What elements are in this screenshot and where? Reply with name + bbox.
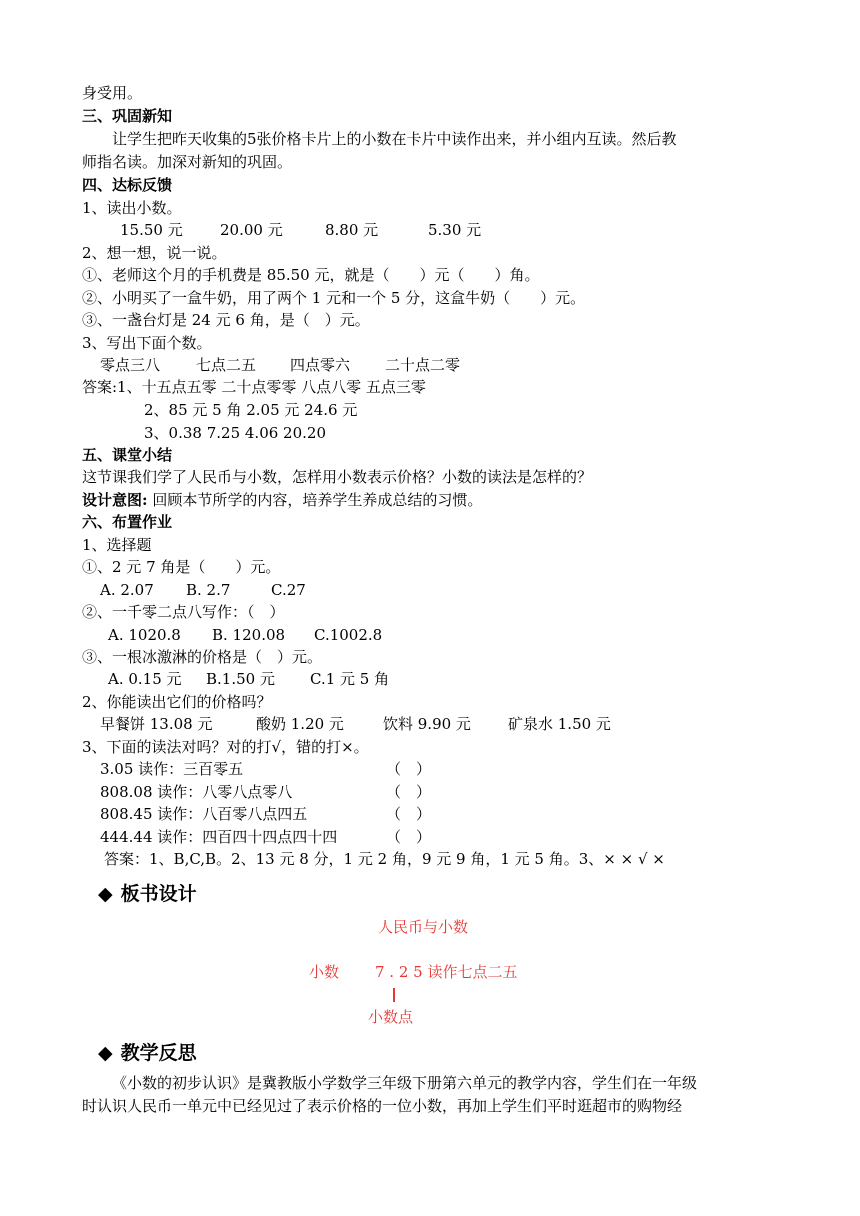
summary-text: 这节课我们学了人民币与小数，怎样用小数表示价格？小数的读法是怎样的？ bbox=[82, 468, 593, 486]
answer-line-2: 2、85 元 5 角 2.05 元 24.6 元 bbox=[144, 401, 358, 419]
board-title: 人民币与小数 bbox=[378, 918, 469, 936]
design-intent-text: 回顾本节所学的内容，培养学生养成总结的习惯。 bbox=[147, 491, 483, 509]
option: B.1.50 元 bbox=[206, 670, 275, 688]
decimal-item: 15.50 元 bbox=[120, 221, 183, 239]
reflection-line: 《小数的初步认识》是冀教版小学数学三年级下册第六单元的教学内容，学生们在一年级 bbox=[112, 1074, 698, 1092]
price-item: 矿泉水 1.50 元 bbox=[508, 715, 611, 733]
reflection-title: 教学反思 bbox=[120, 1042, 197, 1064]
decimal-item: 8.80 元 bbox=[325, 221, 379, 239]
board-design-heading bbox=[98, 882, 197, 906]
diamond-bullet-icon: ◆ bbox=[98, 883, 113, 905]
section-heading-3: 三、巩固新知 bbox=[82, 107, 173, 125]
answer-line-3: 3、0.38 7.25 4.06 20.20 bbox=[144, 424, 326, 442]
option: A. 2.07 bbox=[100, 581, 154, 599]
homework-1c: ③、一根冰激淋的价格是（ ）元。 bbox=[82, 648, 323, 666]
answer-line-1: 答案:1、十五点五零 二十点零零 八点八零 五点三零 bbox=[82, 378, 426, 396]
decimal-item: 5.30 元 bbox=[428, 221, 482, 239]
question-3: 3、写出下面个数。 bbox=[82, 334, 212, 352]
text-line: 身受用。 bbox=[82, 84, 143, 102]
section-heading-4: 四、达标反馈 bbox=[82, 176, 173, 194]
diamond-bullet-icon: ◆ bbox=[98, 1042, 113, 1064]
chinese-number-item: 二十点二零 bbox=[385, 356, 461, 374]
judgement-item: 808.45 读作：八百零八点四五 bbox=[100, 805, 308, 823]
board-example: 7 . 2 5 读作七点二五 bbox=[375, 963, 518, 981]
option: A. 1020.8 bbox=[108, 626, 181, 644]
option: C.1002.8 bbox=[314, 626, 383, 644]
reflection-line: 时认识人民币一单元中已经见过了表示价格的一位小数，再加上学生们平时逛超市的购物经 bbox=[82, 1097, 683, 1115]
chinese-number-item: 四点零六 bbox=[290, 356, 351, 374]
question-2b: ②、小明买了一盒牛奶，用了两个 1 元和一个 5 分，这盒牛奶（ ）元。 bbox=[82, 289, 586, 307]
chinese-number-item: 七点二五 bbox=[196, 356, 257, 374]
price-item: 饮料 9.90 元 bbox=[383, 715, 471, 733]
decimal-point-pointer bbox=[393, 988, 395, 1002]
question-1: 1、读出小数。 bbox=[82, 199, 182, 217]
paragraph-line: 师指名读。加深对新知的巩固。 bbox=[82, 153, 293, 171]
board-design-title: 板书设计 bbox=[120, 883, 197, 905]
homework-answers: 答案：1、B,C,B。2、13 元 8 分，1 元 2 角，9 元 9 角，1 元 5 角。3、× × √ × bbox=[104, 850, 665, 868]
homework-1: 1、选择题 bbox=[82, 536, 152, 554]
option: B. 120.08 bbox=[212, 626, 286, 644]
paragraph-line: 让学生把昨天收集的5张价格卡片上的小数在卡片中读作出来，并小组内互读。然后教 bbox=[112, 130, 677, 148]
option: B. 2.7 bbox=[186, 581, 231, 599]
question-2: 2、想一想，说一说。 bbox=[82, 244, 227, 262]
judgement-item: 808.08 读作：八零八点零八 bbox=[100, 783, 293, 801]
section-heading-6: 六、布置作业 bbox=[82, 513, 173, 531]
price-item: 酸奶 1.20 元 bbox=[256, 715, 344, 733]
homework-2: 2、你能读出它们的价格吗？ bbox=[82, 693, 272, 711]
question-2c: ③、一盏台灯是 24 元 6 角，是（ ）元。 bbox=[82, 311, 370, 329]
judgement-item: 444.44 读作：四百四十四点四十四 bbox=[100, 828, 338, 846]
homework-3: 3、下面的读法对吗？对的打√，错的打×。 bbox=[82, 738, 369, 756]
board-label-point: 小数点 bbox=[368, 1008, 414, 1026]
judgement-item: 3.05 读作：三百零五 bbox=[100, 760, 244, 778]
homework-1b: ②、一千零二点八写作：（ ） bbox=[82, 603, 285, 621]
judgement-blank: （ ） bbox=[386, 805, 432, 823]
option: A. 0.15 元 bbox=[108, 670, 182, 688]
section-heading-5: 五、课堂小结 bbox=[82, 446, 173, 464]
chinese-number-item: 零点三八 bbox=[100, 356, 161, 374]
judgement-blank: （ ） bbox=[386, 828, 432, 846]
question-2a: ①、老师这个月的手机费是 85.50 元，就是（ ）元（ ）角。 bbox=[82, 266, 540, 284]
price-item: 早餐饼 13.08 元 bbox=[100, 715, 213, 733]
design-intent bbox=[82, 490, 482, 510]
judgement-blank: （ ） bbox=[386, 760, 432, 778]
option: C.1 元 5 角 bbox=[310, 670, 390, 688]
homework-1a: ①、2 元 7 角是（ ）元。 bbox=[82, 558, 281, 576]
reflection-heading bbox=[98, 1041, 197, 1065]
option: C.27 bbox=[271, 581, 306, 599]
design-intent-label: 设计意图: bbox=[82, 491, 148, 509]
decimal-item: 20.00 元 bbox=[220, 221, 283, 239]
judgement-blank: （ ） bbox=[386, 783, 432, 801]
board-label-decimal: 小数 bbox=[309, 963, 340, 981]
